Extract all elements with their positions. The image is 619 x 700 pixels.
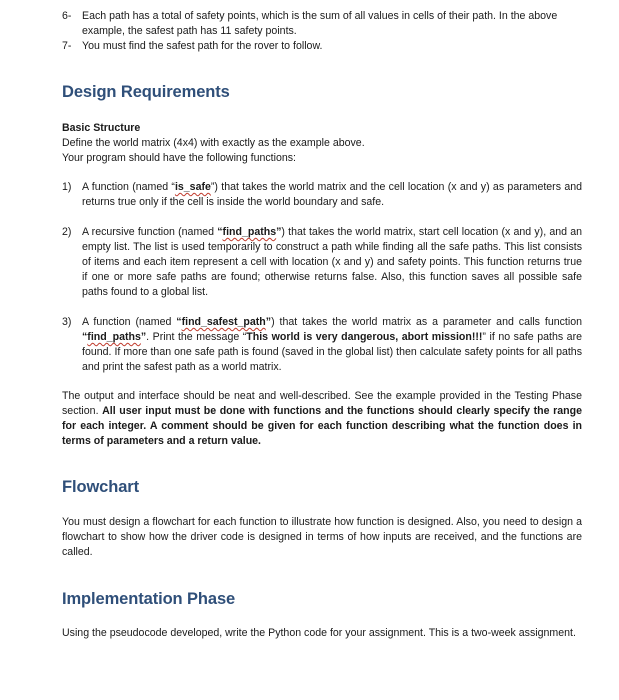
function-name-find-paths: find_paths [222,226,277,238]
function-name-is-safe: is_safe [174,181,211,193]
quote: ” [140,331,147,343]
text-part: ” if no safe paths are found. If more than one safe path is found (saved in the global list) then calculate safety points for all paths and print the safest path as a world matrix. [82,331,582,373]
text-part: ”) that takes the world matrix and the cell location (x and y) as parameters and returns true only if the cell is inside the world boundary and safe. [82,181,582,208]
quote: ” [265,316,272,328]
item-text [82,180,582,210]
function-name-find-safest-path: find_safest_path [181,316,266,328]
item-number: 6- [62,10,72,22]
item-text [82,315,582,375]
flowchart-paragraph: You must design a flowchart for each function to illustrate how function is designed. Also, you need to design a flowchart to show how the driver code is designed in terms of how inputs are received, and the functions are called. [62,516,582,558]
item-number: 2) [62,226,72,238]
quote: ” [276,226,282,238]
item-number: 7- [62,40,72,52]
design-closing-paragraph [62,389,582,449]
text-part: The output and interface should be neat and well-described. See the example provided in the Testing Phase section. [62,390,582,417]
item-number: 3) [62,316,72,328]
abort-message: This world is very dangerous, abort mission!!! [246,331,483,343]
item-number: 1) [62,181,72,193]
text-part: A function (named [82,316,177,328]
bold-requirement: All user input must be done with functions and the functions should clearly specify the range for each integer. A comment should be given for each function describing what the function does in terms of parameters and a return value. [62,405,583,447]
subheading-basic-structure: Basic Structure [62,122,141,134]
item-text [82,225,582,300]
design-line-1: Define the world matrix (4x4) with exactly as the example above. [62,137,365,149]
item-text: Each path has a total of safety points, which is the sum of all values in cells of their path. In the above example, the safest path has 11 safety points. [82,10,558,37]
design-intro [62,121,582,166]
heading-design-requirements: Design Requirements [62,83,230,101]
text-part: ) that takes the world matrix as a parameter and calls function [271,316,583,328]
text-part: A function (named “ [82,181,175,193]
item-text: You must find the safest path for the rover to follow. [82,40,323,52]
implementation-paragraph: Using the pseudocode developed, write the Python code for your assignment. This is a two-week assignment. [62,627,576,639]
text-part: . Print the message “ [146,331,247,343]
quote: “ [82,331,88,343]
text-part: ) that takes the world matrix, start cell location (x and y), and an empty list. The list is used temporarily to construct a path while finding all the safe paths. This list consists of items and each item represent a cell with location (x and y) and safety points. This function returns true if one or more safe paths are found; otherwise returns false. Also, this function saves all possible safe paths found to a global list. [82,226,582,298]
quote: “ [176,316,182,328]
heading-implementation-phase: Implementation Phase [62,590,236,608]
text-part: A recursive function (named [82,226,218,238]
heading-flowchart: Flowchart [62,478,140,496]
function-name-find-paths: find_paths [87,331,141,343]
design-line-2: Your program should have the following functions: [62,152,296,164]
quote: “ [217,226,223,238]
